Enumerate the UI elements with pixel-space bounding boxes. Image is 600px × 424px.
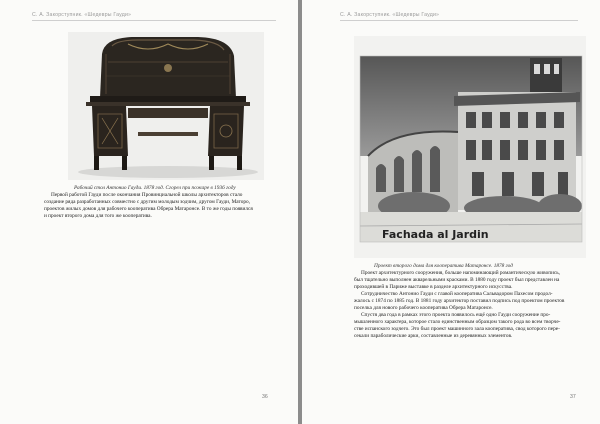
text-line: стве испанского зодчего. Это был проект машинного зала кооператива, свод которого пере- bbox=[354, 326, 560, 332]
left-paragraph bbox=[44, 192, 284, 199]
desk-caption: Рабочий стол Антонио Гауди. 1878 год. Сгорел при пожаре в 1936 году bbox=[74, 185, 236, 191]
text-line: секали параболические арки, составленные из деревянных элементов. bbox=[354, 333, 513, 339]
text-line: Спустя два года в рамках этого проекта появилось ещё одно Гауди сооружение про- bbox=[361, 312, 551, 318]
text-line: Проект архитектурного сооружения, больше напоминающий романтическую живопись, bbox=[361, 270, 560, 276]
text-line: проектов жилых домов для рабочего кооператива Обрера Матаронсе. В то же годы появился bbox=[44, 206, 253, 212]
building-illustration bbox=[354, 36, 586, 258]
page-number-right: 37 bbox=[570, 394, 576, 400]
desk-photo bbox=[68, 32, 264, 180]
right-paragraph-3 bbox=[354, 312, 590, 319]
text-line: создание ряда разработанных совместно с другим молодым зодчим, другом Гауди, Маторо, bbox=[44, 199, 251, 205]
left-body-text bbox=[44, 192, 284, 220]
text-line: жалось с 1874 по 1885 год. В 1881 году архитектор поставил подпись под проектом проектов bbox=[354, 298, 565, 304]
right-paragraph-2 bbox=[354, 291, 590, 298]
text-line: мышленного характера, которое стало единственным образцом такого рода во всем творче- bbox=[354, 319, 561, 325]
left-page bbox=[0, 0, 298, 424]
right-paragraph-1 bbox=[354, 270, 590, 277]
running-header-right: С. А. Закорступник. «Шедевры Гауди» bbox=[340, 12, 578, 21]
text-line: поселка для нового рабочего кооператива Обрера Матаронсе. bbox=[354, 305, 493, 311]
text-line: проходившей в Париже выставке в разделе архитектурного искусства. bbox=[354, 284, 513, 290]
desk-illustration bbox=[68, 32, 264, 180]
building-caption: Проект второго дома для кооператива Матаронсе. 1878 год bbox=[374, 263, 513, 269]
right-body-text bbox=[354, 270, 590, 340]
page-number-left: 36 bbox=[262, 394, 268, 400]
text-line: был тщательно выполнен акварельными красками. В 1880 году проект был представлен на bbox=[354, 277, 560, 283]
text-line: и проект второго дома для того же кооператива. bbox=[44, 213, 152, 219]
photo-sign: Fachada al Jardin bbox=[382, 228, 489, 241]
building-photo bbox=[354, 36, 586, 258]
running-header-left: С. А. Закорступник. «Шедевры Гауди» bbox=[32, 12, 276, 21]
text-line: Сотрудничество Антонио Гауди с главой кооператива Сальвадором Пахесом продол- bbox=[361, 291, 553, 297]
right-page bbox=[302, 0, 600, 424]
text-line: Первой работой Гауди после окончания Провинциальной школы архитекторов стало bbox=[51, 192, 243, 198]
